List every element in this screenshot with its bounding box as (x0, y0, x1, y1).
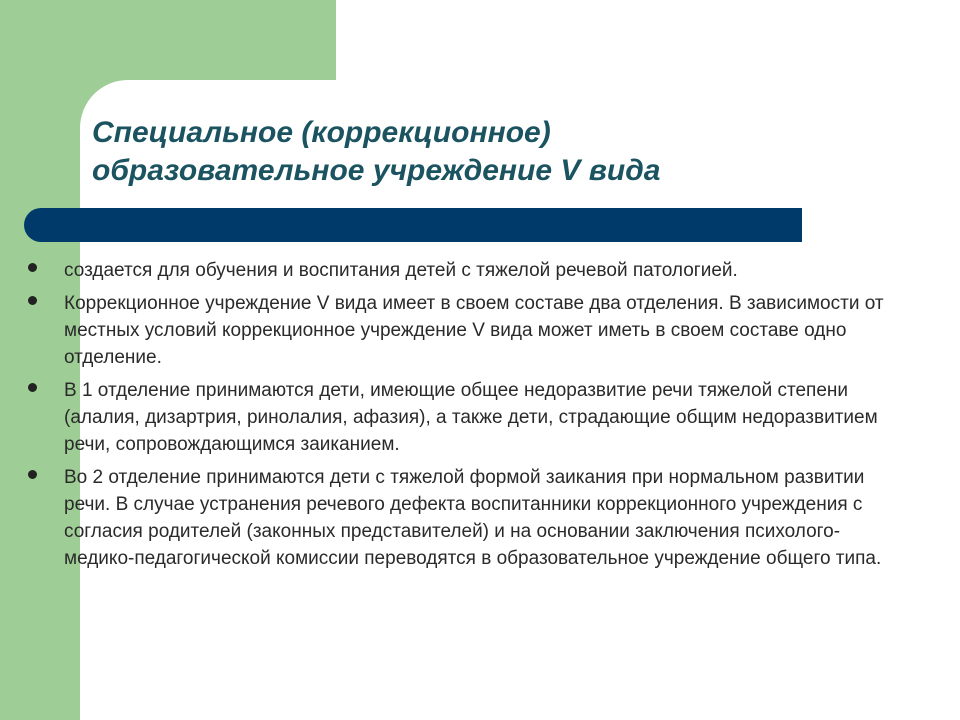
slide-title (92, 114, 892, 190)
title-line-2: образовательное учреждение V вида (92, 154, 661, 187)
title-divider-bar (24, 208, 802, 242)
bullet-item (28, 290, 888, 371)
title-line-1: Специальное (коррекционное) (92, 116, 551, 149)
bullet-list (28, 257, 888, 578)
bullet-dot-icon (28, 263, 37, 272)
bullet-item (28, 257, 888, 284)
bullet-item (28, 377, 888, 458)
bullet-dot-icon (28, 470, 37, 479)
bullet-item (28, 464, 888, 572)
bullet-dot-icon (28, 383, 37, 392)
bullet-text: Коррекционное учреждение V вида имеет в своем составе два отделения. В зависимости от местных условий коррекционное учреждение V вида может иметь в своем составе одно отделение. (64, 293, 884, 368)
bullet-text: Во 2 отделение принимаются дети с тяжелой формой заикания при нормальном развитии речи. В случае устранения речевого дефекта воспитанники коррекционного учреждения с согласия родителей (законных представителей) и на основании заключения психолого-медико-педагогической комиссии переводятся в образовательное учреждение общего типа. (64, 467, 882, 569)
bullet-dot-icon (28, 296, 37, 305)
bullet-text: создается для обучения и воспитания детей с тяжелой речевой патологией. (64, 260, 738, 281)
bullet-text: В 1 отделение принимаются дети, имеющие общее недоразвитие речи тяжелой степени (алалия, дизартрия, ринолалия, афазия), а также дети, страдающие общим недоразвитием речи, сопровождающимся заиканием. (64, 380, 878, 455)
